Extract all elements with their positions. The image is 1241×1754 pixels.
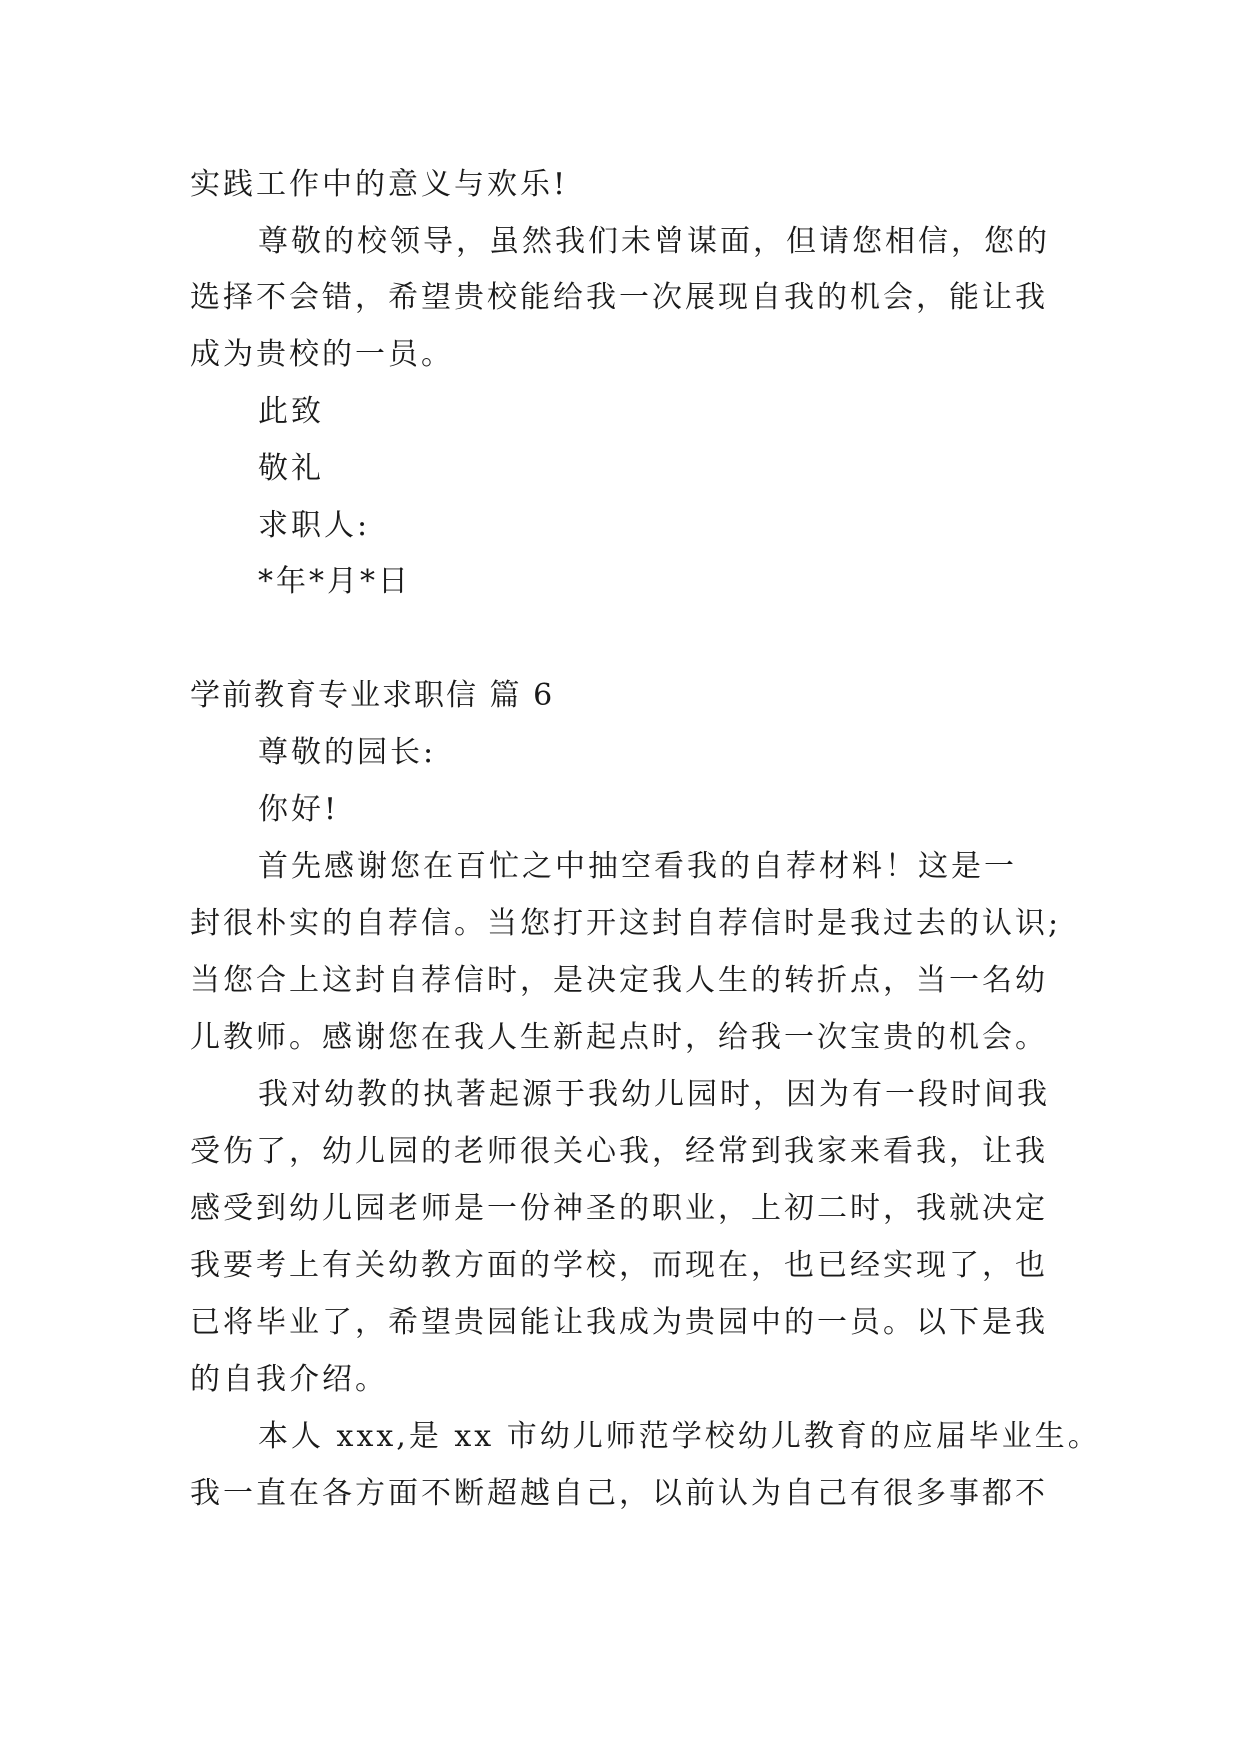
salutation: 此致	[258, 394, 324, 429]
text-line: 已将毕业了，希望贵园能让我成为贵园中的一员。以下是我	[190, 1305, 1048, 1340]
text-line: 受伤了，幼儿园的老师很关心我，经常到我家来看我，让我	[190, 1134, 1048, 1169]
text-line: 实践工作中的意义与欢乐!	[190, 167, 569, 202]
text-line: 我要考上有关幼教方面的学校，而现在，也已经实现了，也	[190, 1248, 1048, 1283]
text-line: 选择不会错，希望贵校能给我一次展现自我的机会，能让我	[190, 280, 1048, 315]
signature-label: 求职人:	[258, 508, 371, 543]
text-line: 儿教师。感谢您在我人生新起点时，给我一次宝贵的机会。	[190, 1020, 1048, 1055]
text-line: 感受到幼儿园老师是一份神圣的职业，上初二时，我就决定	[190, 1191, 1048, 1226]
text-line: 我一直在各方面不断超越自己，以前认为自己有很多事都不	[190, 1476, 1048, 1511]
date-line: *年*月*日	[258, 564, 411, 599]
text-line: 本人 xxx,是 xx 市幼儿师范学校幼儿教育的应届毕业生。	[258, 1419, 1101, 1454]
greeting: 尊敬的园长:	[258, 735, 437, 770]
text-line: 当您合上这封自荐信时，是决定我人生的转折点，当一名幼	[190, 963, 1048, 998]
section-heading: 学前教育专业求职信 篇 6	[190, 678, 555, 713]
text-line: 首先感谢您在百忙之中抽空看我的自荐材料！这是一	[258, 849, 1017, 884]
text-line: 我对幼教的执著起源于我幼儿园时，因为有一段时间我	[258, 1077, 1050, 1112]
text-line: 封很朴实的自荐信。当您打开这封自荐信时是我过去的认识;	[190, 906, 1062, 941]
salutation: 敬礼	[258, 451, 324, 486]
text-line: 尊敬的校领导，虽然我们未曾谋面，但请您相信，您的	[258, 224, 1050, 259]
text-line: 成为贵校的一员。	[190, 337, 454, 372]
text-line: 的自我介绍。	[190, 1362, 388, 1397]
greeting: 你好!	[258, 792, 340, 827]
